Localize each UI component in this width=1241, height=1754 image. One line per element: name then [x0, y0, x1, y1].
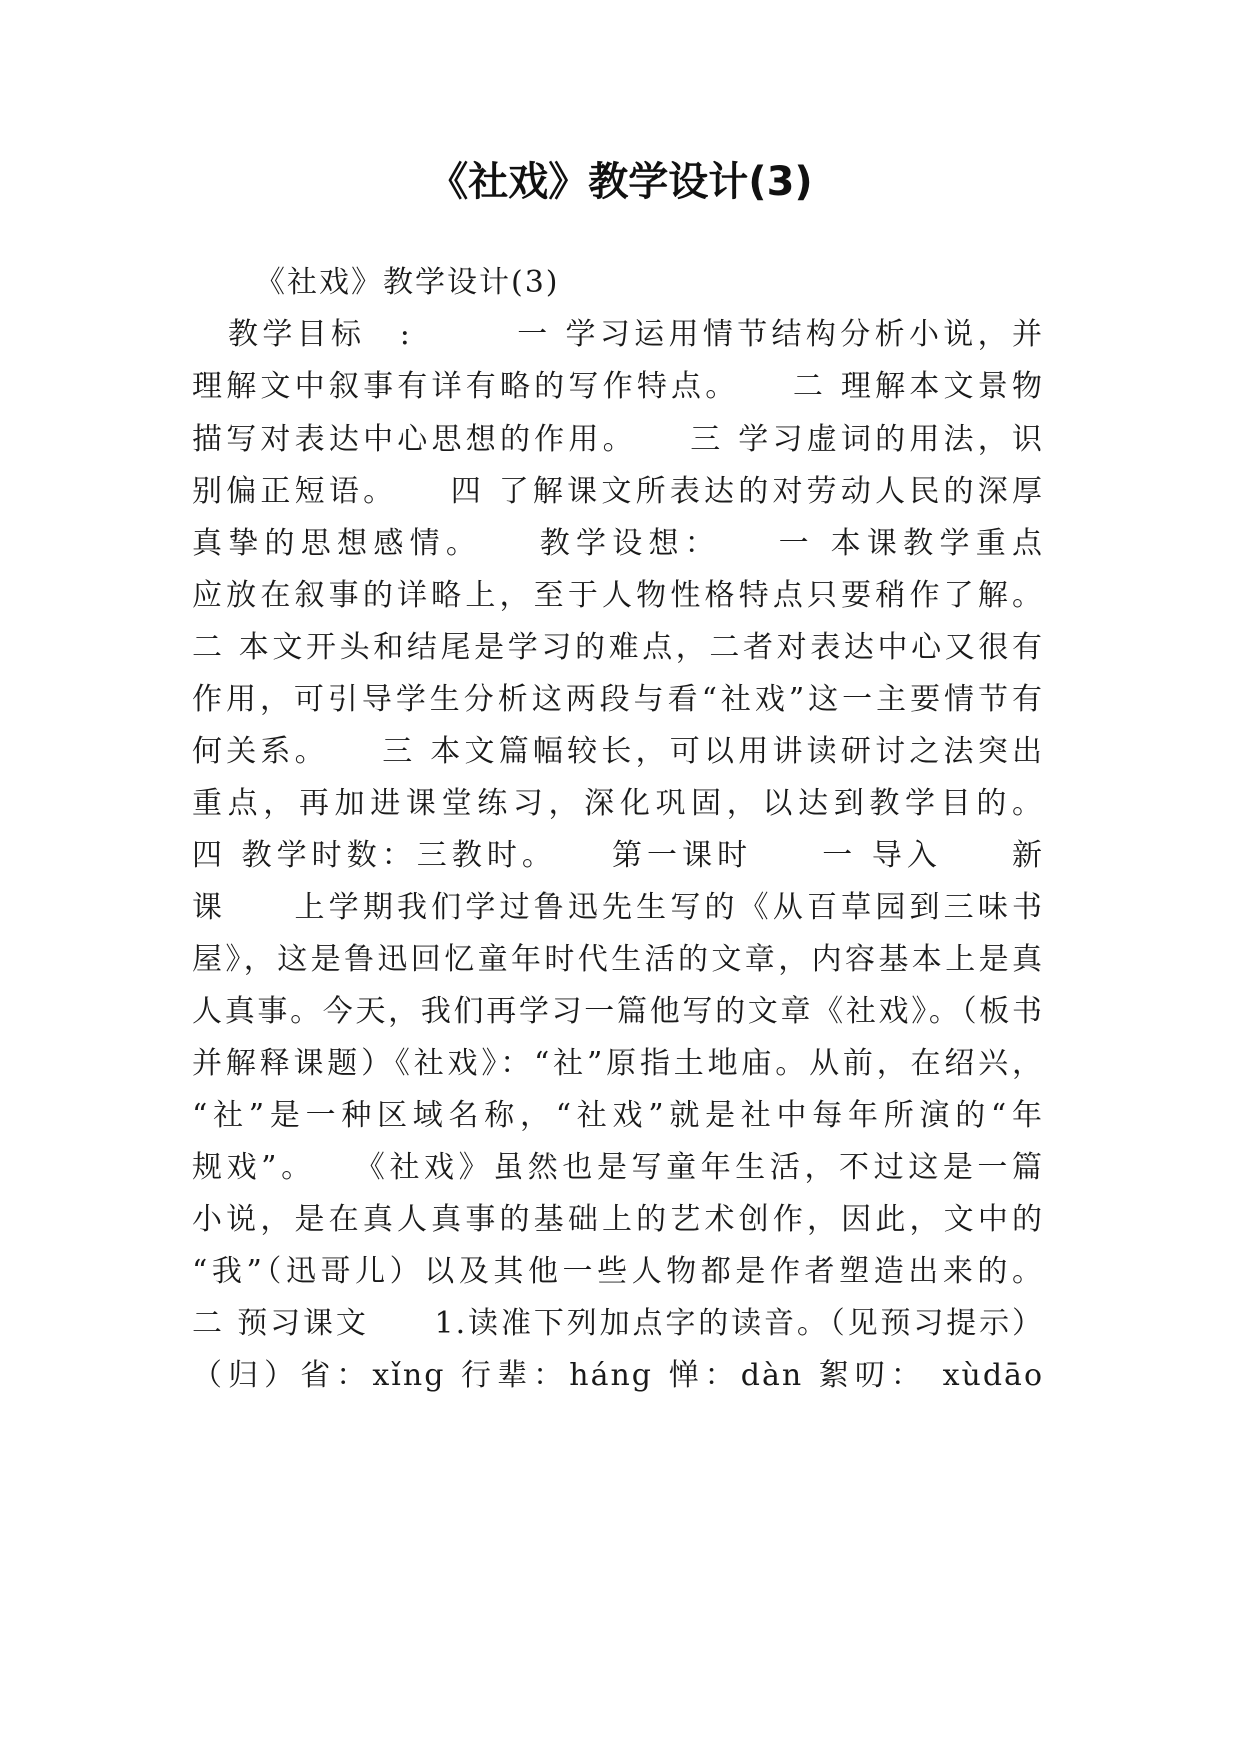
body-line: （归）省：xǐng 行辈：háng 惮：dàn 絮叨： xùdāo: [192, 1358, 1044, 1393]
body-line: 何关系。 三 本文篇幅较长，可以用讲读研讨之法突出: [192, 734, 1044, 769]
body-line: 应放在叙事的详略上，至于人物性格特点只要稍作了解。: [192, 578, 1044, 613]
body-line: 真挚的思想感情。 教学设想： 一 本课教学重点: [192, 526, 1044, 561]
body-line: 《社戏》教学设计(3): [255, 265, 560, 300]
document-title: 《社戏》教学设计(3): [428, 159, 813, 205]
body-line: 四 教学时数：三教时。 第一课时 一 导入 新: [192, 838, 1044, 873]
body-line: “我”（迅哥儿）以及其他一些人物都是作者塑造出来的。: [192, 1254, 1044, 1289]
body-line: 并解释课题）《社戏》：“社”原指土地庙。从前，在绍兴，: [192, 1046, 1044, 1081]
body-line: 二 预习课文 1.读准下列加点字的读音。（见预习提示）: [192, 1306, 1044, 1341]
body-line: 二 本文开头和结尾是学习的难点，二者对表达中心又很有: [192, 630, 1044, 665]
body-line: 作用，可引导学生分析这两段与看“社戏”这一主要情节有: [192, 682, 1044, 717]
body-line: 小说，是在真人真事的基础上的艺术创作，因此，文中的: [192, 1202, 1044, 1237]
body-line: 理解文中叙事有详有略的写作特点。 二 理解本文景物: [192, 369, 1044, 404]
body-line: 课 上学期我们学过鲁迅先生写的《从百草园到三味书: [192, 890, 1044, 925]
body-line: 人真事。今天，我们再学习一篇他写的文章《社戏》。（板书: [192, 994, 1044, 1029]
body-line: 教学目标 : 一 学习运用情节结构分析小说，并: [228, 317, 1044, 352]
body-line: 别偏正短语。 四 了解课文所表达的对劳动人民的深厚: [192, 474, 1044, 509]
body-line: 屋》，这是鲁迅回忆童年时代生活的文章，内容基本上是真: [192, 942, 1044, 977]
body-line: “社”是一种区域名称，“社戏”就是社中每年所演的“年: [192, 1098, 1044, 1133]
body-line: 规戏”。 《社戏》虽然也是写童年生活，不过这是一篇: [192, 1150, 1044, 1185]
body-line: 重点，再加进课堂练习，深化巩固，以达到教学目的。: [192, 786, 1044, 821]
body-line: 描写对表达中心思想的作用。 三 学习虚词的用法，识: [192, 422, 1044, 457]
